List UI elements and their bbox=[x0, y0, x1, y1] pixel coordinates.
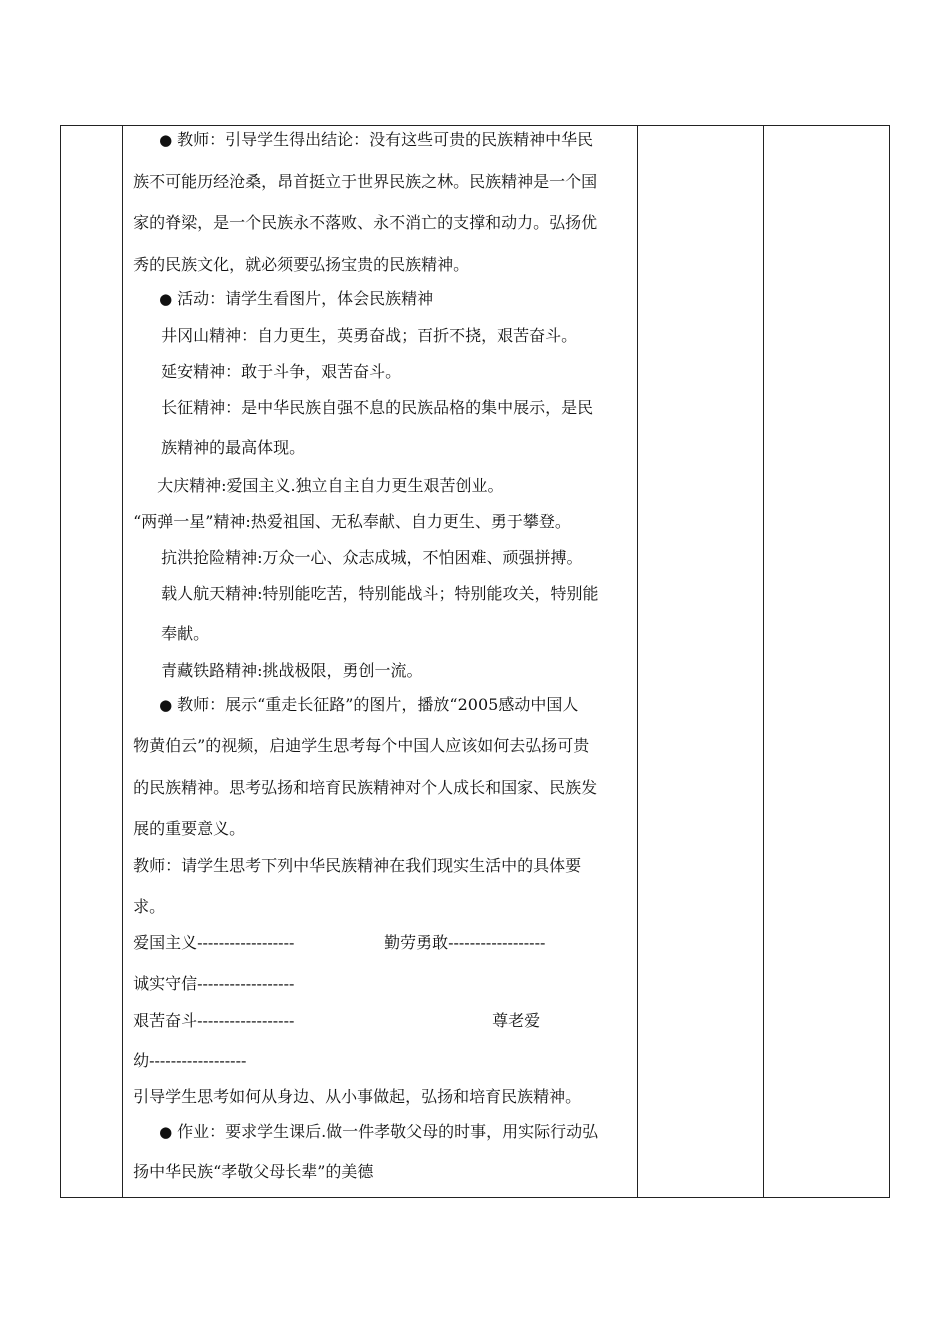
blank-aiguo: 爱国主义------------------ bbox=[133, 933, 295, 952]
lesson-plan-table bbox=[60, 125, 890, 1198]
blank-chengshi: 诚实守信------------------ bbox=[133, 974, 295, 993]
hangtian-spirit-line-2: 奉献。 bbox=[161, 624, 210, 643]
homework-line-1: ● 作业：要求学生课后.做一件孝敬父母的时事，用实际行动弘 bbox=[159, 1122, 599, 1141]
changzheng-spirit-line-1: 长征精神：是中华民族自强不息的民族品格的集中展示，是民 bbox=[161, 398, 594, 417]
qingzang-spirit: 青藏铁路精神:挑战极限，勇创一流。 bbox=[161, 661, 423, 680]
teacher-conclusion-line-3: 家的脊梁，是一个民族永不落败、永不消亡的支撑和动力。弘扬优 bbox=[133, 213, 598, 232]
notes-cell bbox=[637, 126, 763, 1198]
guide-line: 引导学生思考如何从身边、从小事做起，弘扬和培育民族精神。 bbox=[133, 1087, 582, 1106]
left-margin-cell bbox=[61, 126, 123, 1198]
blank-zunlao-label: 尊老爱 bbox=[492, 1011, 541, 1030]
changzheng-spirit-line-2: 族精神的最高体现。 bbox=[161, 438, 306, 457]
blank-jianku: 艰苦奋斗------------------ bbox=[133, 1011, 295, 1030]
bullet-icon: ● bbox=[159, 131, 173, 149]
blank-you: 幼------------------ bbox=[133, 1051, 247, 1070]
teacher-show-line-2: 物黄伯云”的视频，启迪学生思考每个中国人应该如何去弘扬可贵 bbox=[133, 736, 590, 755]
teacher-conclusion-line-1: ● 教师：引导学生得出结论：没有这些可贵的民族精神中华民 bbox=[159, 130, 594, 149]
teaching-process-cell bbox=[123, 126, 638, 1198]
homework-line-2: 扬中华民族“孝敬父母长辈”的美德 bbox=[133, 1162, 374, 1181]
table-row bbox=[61, 126, 890, 1198]
teacher-show-line-3: 的民族精神。思考弘扬和培育民族精神对个人成长和国家、民族发 bbox=[133, 778, 598, 797]
jinggangshan-spirit: 井冈山精神：自力更生，英勇奋战；百折不挠，艰苦奋斗。 bbox=[161, 326, 578, 345]
teacher-conclusion-line-2: 族不可能历经沧桑，昂首挺立于世界民族之林。民族精神是一个国 bbox=[133, 172, 598, 191]
teacher-show-line-4: 展的重要意义。 bbox=[133, 819, 246, 838]
kanghong-spirit: 抗洪抢险精神:万众一心、众志成城，不怕困难、顽强拼搏。 bbox=[161, 548, 583, 567]
bullet-icon: ● bbox=[159, 696, 173, 714]
blank-qinlao: 勤劳勇敢------------------ bbox=[384, 933, 546, 952]
teacher-conclusion-line-4: 秀的民族文化，就必须要弘扬宝贵的民族精神。 bbox=[133, 255, 470, 274]
bullet-icon: ● bbox=[159, 290, 173, 308]
teacher-think-line-2: 求。 bbox=[133, 897, 166, 916]
hangtian-spirit-line-1: 载人航天精神:特别能吃苦，特别能战斗；特别能攻关，特别能 bbox=[161, 584, 599, 603]
liangdan-yixing-spirit: “两弹一星”精神:热爱祖国、无私奉献、自力更生、勇于攀登。 bbox=[133, 512, 571, 531]
bullet-icon: ● bbox=[159, 1123, 173, 1141]
teacher-think-line-1: 教师：请学生思考下列中华民族精神在我们现实生活中的具体要 bbox=[133, 856, 582, 875]
activity-line: ● 活动：请学生看图片，体会民族精神 bbox=[159, 289, 434, 308]
yanan-spirit: 延安精神：敢于斗争，艰苦奋斗。 bbox=[161, 362, 402, 381]
remarks-cell bbox=[763, 126, 889, 1198]
teacher-show-line-1: ● 教师：展示“重走长征路”的图片，播放“2005感动中国人 bbox=[159, 695, 579, 714]
daqing-spirit: 大庆精神:爱国主义.独立自主自力更生艰苦创业。 bbox=[157, 476, 504, 495]
